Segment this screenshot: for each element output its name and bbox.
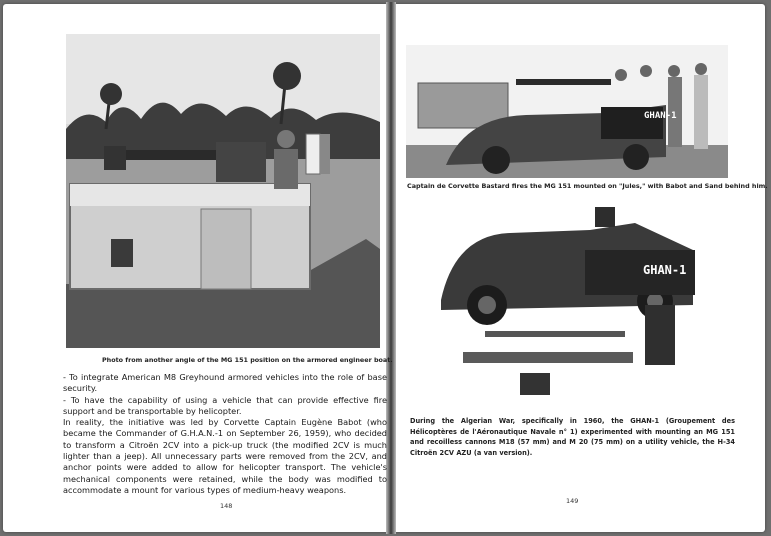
vehicle-marking: GHAN-1 xyxy=(644,111,677,121)
left-page-number: 148 xyxy=(220,502,233,510)
weapons-photo-art xyxy=(435,205,697,405)
bullet-item: - To have the capability of using a vehicle that can provide effective fire support and be transportable by helicopter. xyxy=(63,394,387,416)
book-gutter xyxy=(386,2,396,534)
weapons-photo-caption: During the Algerian War, specifically in 1960, the GHAN-1 (Groupement des Hélicoptères de l'Aéronautique Navale n° 1) experimented with mounting an MG 151 and recoilless cannons M18 (57 mm) and M 20 (75 mm) on a utility vehicle, the H-34 Citroën 2CV AZU (a van version). xyxy=(410,417,735,457)
weapons-vehicle-photo xyxy=(435,205,697,405)
left-body-text xyxy=(63,372,387,496)
jules-photo-art xyxy=(406,45,728,178)
vehicle-marking-large: GHAN-1 xyxy=(643,263,687,277)
boat-photo-art xyxy=(66,34,380,348)
boat-photo-caption: Photo from another angle of the MG 151 position on the armored engineer boat. xyxy=(102,356,393,364)
jules-photo-caption: Captain de Corvette Bastard fires the MG 151 mounted on "Jules," with Babot and Sand behind him. xyxy=(407,182,768,190)
right-page-number: 149 xyxy=(566,497,579,505)
bullet-item: - To integrate American M8 Greyhound armored vehicles into the role of base security. xyxy=(63,372,387,394)
boat-photo xyxy=(66,34,380,348)
jules-vehicle-photo xyxy=(406,45,728,178)
body-paragraph: In reality, the initiative was led by Corvette Captain Eugène Babot (who became the Commander of G.H.A.N.-1 on September 26, 1959), who decided to transform a Citroën 2CV into a pick-up truck (the modified 2CV is much lighter than a jeep). All unnecessary parts were removed from the 2CV, and anchor points were added to allow for helicopter transport. The vehicle's mechanical components were retained, while the body was modified to accommodate a mount for various types of medium-heavy weapons. xyxy=(63,417,387,495)
